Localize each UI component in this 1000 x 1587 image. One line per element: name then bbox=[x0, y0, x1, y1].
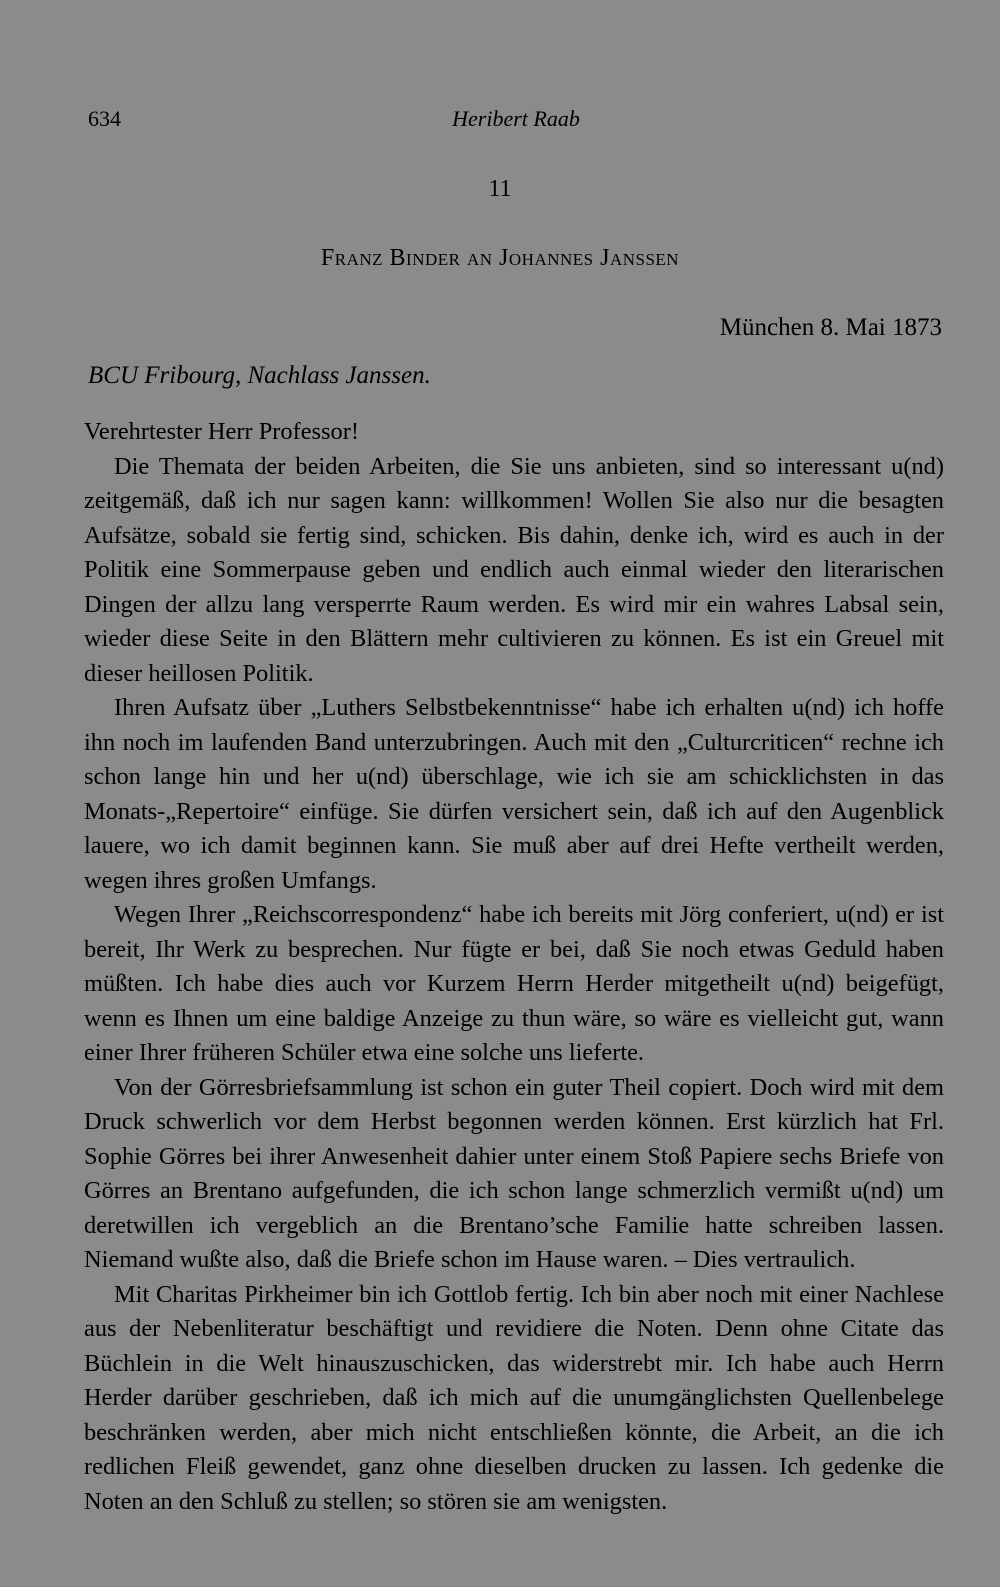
paragraph-4: Von der Görresbriefsammlung ist schon ein guter Theil copiert. Doch wird mit dem Druck schwerlich vor dem Herbst begonnen werden können. Erst kürzlich hat Frl. Sophie Görres bei ihrer Anwesenheit dahier unter einem Stoß Papiere sechs Briefe von Görres an Brentano aufgefunden, die ich schon lange schmerzlich vermißt u(nd) um deretwillen ich vergeblich an die Brentano’sche Familie hatte schreiben lassen. Niemand wußte also, daß die Briefe schon im Hause waren. – Dies vertraulich. bbox=[84, 1073, 944, 1273]
archive-source: BCU Fribourg, Nachlass Janssen. bbox=[88, 362, 431, 389]
page-number: 634 bbox=[88, 106, 121, 131]
page-header bbox=[88, 106, 944, 136]
paragraph-2: Ihren Aufsatz über „Luthers Selbstbekenntnisse“ habe ich erhalten u(nd) ich hoffe ihn noch im laufenden Band unterzubringen. Auch mit den „Culturcriticen“ rechne ich schon lange hin und her u(nd) überschlage, wie ich sie am schicklichsten in das Monats-„Repertoire“ einfüge. Sie dürfen versichert sein, daß ich auf den Augenblick lauere, wo ich damit beginnen kann. Sie muß aber auf drei Hefte vertheilt werden, wegen ihres großen Umfangs. bbox=[84, 694, 944, 894]
paragraph-5: Mit Charitas Pirkheimer bin ich Gottlob fertig. Ich bin aber noch mit einer Nachlese aus der Nebenliteratur beschäftigt und revidiere die Noten. Denn ohne Citate das Büchlein in die Welt hinauszuschicken, das widerstrebt mir. Ich habe auch Herrn Herder darüber geschrieben, daß ich mich auf die unumgänglichsten Quellenbelege beschränken werden, aber mich nicht entschließen könnte, die Arbeit, an die ich redlichen Fleiß gewendet, ganz ohne dieselben drucken zu lassen. Ich gedenke die Noten an den Schluß zu stellen; so stören sie am wenigsten. bbox=[84, 1280, 944, 1515]
running-title: Heribert Raab bbox=[452, 106, 580, 131]
letter-title: Franz Binder an Johannes Janssen bbox=[320, 245, 680, 271]
letter-number: 11 bbox=[488, 176, 512, 202]
paragraph-1: Die Themata der beiden Arbeiten, die Sie uns anbieten, sind so interessant u(nd) zeitgemäß, daß ich nur sagen kann: willkommen! Wollen Sie also nur die besagten Aufsätze, sobald sie fertig sind, schicken. Bis dahin, denke ich, wird es auch in der Politik eine Sommerpause geben und endlich auch einmal wieder den literarischen Dingen der allzu lang versperrte Raum werden. Es wird mir ein wahres Labsal sein, wieder diese Seite in den Blättern mehr cultivieren zu können. Es ist ein Greuel mit dieser heillosen Politik. bbox=[84, 452, 944, 687]
letter-body bbox=[84, 415, 944, 1519]
paragraph-3: Wegen Ihrer „Reichscorrespondenz“ habe ich bereits mit Jörg conferiert, u(nd) er ist bereit, Ihr Werk zu besprechen. Nur fügte er bei, daß Sie noch etwas Geduld haben müßten. Ich habe dies auch vor Kurzem Herrn Herder mitgetheilt u(nd) beigefügt, wenn es Ihnen um eine baldige Anzeige zu thun wäre, so wäre es vielleicht gut, wann einer Ihrer früheren Schüler etwa eine solche uns lieferte. bbox=[84, 901, 944, 1066]
salutation: Verehrtester Herr Professor! bbox=[84, 418, 359, 445]
place-date: München 8. Mai 1873 bbox=[719, 314, 942, 341]
